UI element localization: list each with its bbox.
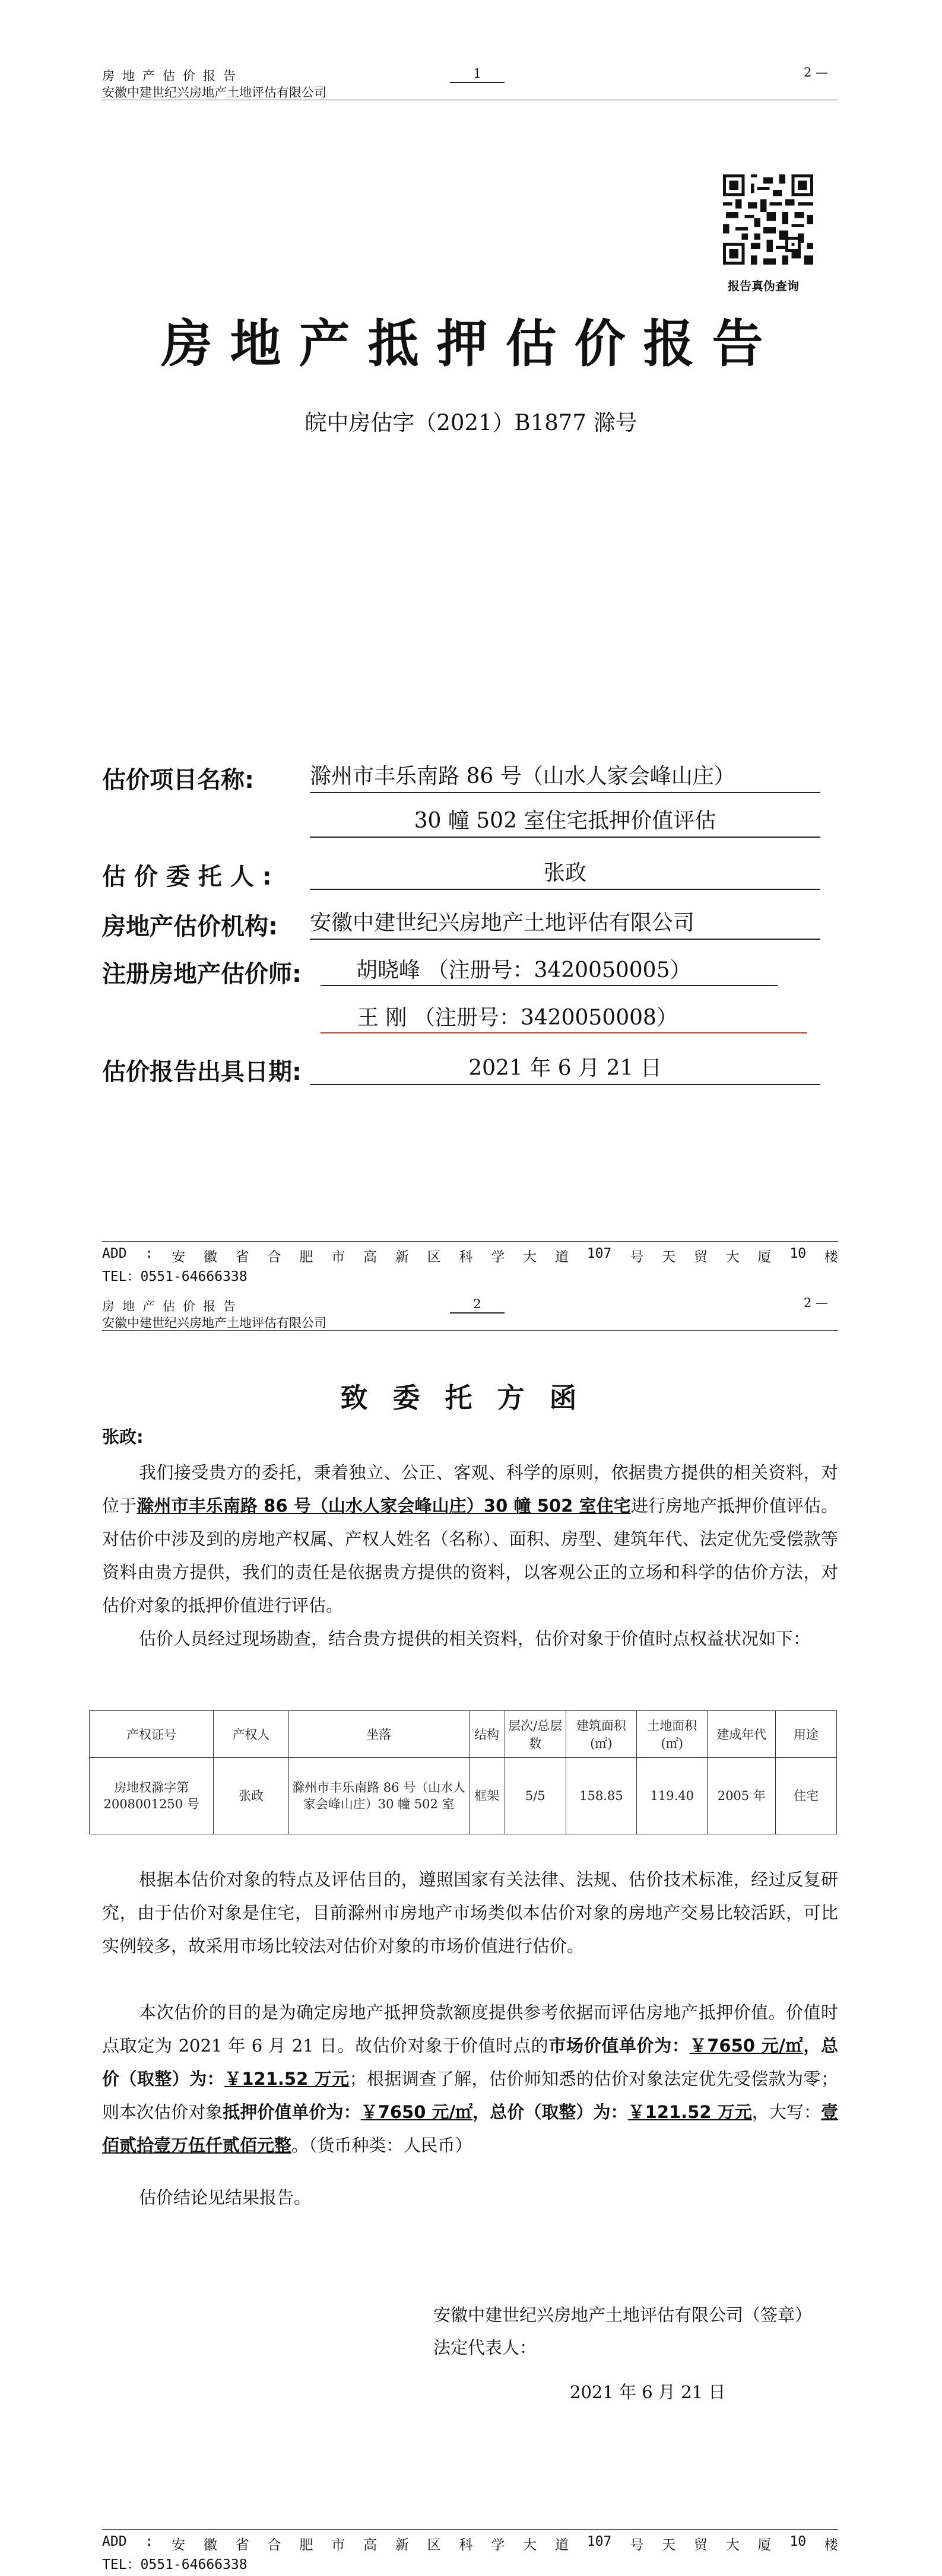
footer-address-char: 新 xyxy=(395,1249,409,1265)
p4-currency-note: 。（货币种类：人民币） xyxy=(291,2135,472,2155)
footer-address-char: 天 xyxy=(662,2537,676,2553)
p4-market-unit-price: ￥7650 元/㎡ xyxy=(689,2036,804,2056)
table-cell: 2005 年 xyxy=(708,1758,776,1834)
footer-address-char: 道 xyxy=(555,2537,569,2553)
appraiser-label: 注册房地产估价师: xyxy=(102,961,302,988)
valuation-org-name: 安徽中建世纪兴房地产土地评估有限公司 xyxy=(310,908,820,940)
footer-address-char: 合 xyxy=(267,1249,281,1265)
footer-address-char: 学 xyxy=(491,1249,505,1265)
project-name-label: 估价项目名称: xyxy=(102,767,254,794)
footer-address-char: 省 xyxy=(235,1249,249,1265)
footer-address-char: 贸 xyxy=(693,2537,708,2553)
footer-address-char: 科 xyxy=(459,2537,473,2553)
table-header-cell: 土地面积(㎡) xyxy=(637,1711,708,1758)
p4-text-f: ；根据调查了解，估价师知悉的估价对象法定优先受偿款为零；则本次估价对象 xyxy=(102,2069,838,2122)
footer-address-char: 徽 xyxy=(203,2537,217,2553)
footer-tel-2: TEL：0551-64666338 xyxy=(102,2557,248,2572)
footer-address-char: 肥 xyxy=(299,1249,313,1265)
table-cell: 119.40 xyxy=(637,1758,708,1834)
p1-text-c: 进行房地产抵押价值评估。对估价中涉及到的房地产权属、产权人姓名（名称）、面积、房型、建筑年代、法定优先受偿款等资料由贵方提供，我们的责任是依据贵方提供的资料，以客观公正的立场和科学的估价方法，对估价对象的抵押价值进行评估。 xyxy=(102,1496,838,1615)
footer-address-char: 大 xyxy=(725,2537,740,2553)
table-header-cell: 坐落 xyxy=(288,1711,469,1758)
letter-paragraph-2: 估价人员经过现场勘查，结合贵方提供的相关资料，估价对象于价值时点权益状况如下： xyxy=(139,1629,811,1649)
footer-address-char: ADD xyxy=(102,2534,127,2549)
footer-address-char: 厦 xyxy=(757,2537,772,2553)
page-number-2: 2 xyxy=(450,1296,505,1314)
table-cell: 张政 xyxy=(214,1758,288,1834)
report-date: 2021 年 6 月 21 日 xyxy=(310,1053,820,1085)
footer-divider xyxy=(102,1241,838,1242)
header-company-2: 安徽中建世纪兴房地产土地评估有限公司 xyxy=(102,1316,326,1330)
p4-mortgage-unit-label: 抵押价值单价为： xyxy=(223,2102,361,2122)
p4-market-unit-label: 市场价值单价为： xyxy=(548,2036,690,2056)
footer-address-char: 楼 xyxy=(824,2537,838,2553)
footer-address-char: 省 xyxy=(235,2537,249,2553)
letter-paragraph-4 xyxy=(102,1996,838,2162)
footer-address-char: 区 xyxy=(427,1249,441,1265)
footer-address-char: 贸 xyxy=(693,1249,708,1265)
header-divider-2 xyxy=(102,1330,838,1331)
p1-text-a: 我们接受贵方的委托，秉着独立、公正、客观、科学的原则，依据贵方提供的相关资料，对位于 xyxy=(102,1462,838,1516)
p4-market-total-price: ￥121.52 万元 xyxy=(224,2069,350,2089)
footer-address-char: 安 xyxy=(172,1249,186,1265)
footer-address-char: ADD xyxy=(102,1246,127,1261)
footer-address-char: 区 xyxy=(427,2537,441,2553)
header-title: 房地产估价报告 xyxy=(102,69,243,83)
header-title-2: 房地产估价报告 xyxy=(102,1299,243,1314)
footer-address-char: 号 xyxy=(630,1249,644,1265)
signature-date: 2021 年 6 月 21 日 xyxy=(570,2382,726,2402)
letter-title: 致委托方函 xyxy=(340,1382,602,1414)
table-header-cell: 结构 xyxy=(469,1711,505,1758)
footer-address-char: 107 xyxy=(586,2534,612,2549)
footer-address-char: 市 xyxy=(331,1249,345,1265)
appraiser-1: 胡晓峰 （注册号：3420050005） xyxy=(321,955,778,986)
footer-address-char: 道 xyxy=(555,1249,569,1265)
table-header-cell: 层次/总层数 xyxy=(505,1711,566,1758)
letter-paragraph-3: 根据本估价对象的特点及评估目的，遵照国家有关法律、法规、估价技术标准，经过反复研究，由于估价对象是住宅，目前滁州市房地产市场类似本估价对象的房地产交易比较活跃，可比实例较多，故采用市场比较法对估价对象的市场价值进行估价。 xyxy=(102,1869,838,1956)
footer-address-char: 天 xyxy=(662,1249,676,1265)
signature-legal-rep: 法定代表人： xyxy=(433,2338,537,2358)
table-header-cell: 用途 xyxy=(776,1711,837,1758)
table-header-cell: 建筑面积(㎡) xyxy=(566,1711,636,1758)
qr-caption: 报告真伪查询 xyxy=(728,279,799,293)
footer-address-char: 号 xyxy=(630,2537,644,2553)
footer-address-char: 合 xyxy=(267,2537,281,2553)
footer-address xyxy=(102,1246,838,1265)
report-document-number: 皖中房估字（2021）B1877 滁号 xyxy=(305,410,637,435)
project-name-line2: 30 幢 502 室住宅抵押价值评估 xyxy=(310,806,820,838)
p4-mortgage-unit-price: ￥7650 元/㎡ xyxy=(360,2102,473,2122)
report-date-label: 估价报告出具日期: xyxy=(102,1058,302,1086)
table-cell: 房地权滁字第 2008001250 号 xyxy=(90,1758,214,1834)
footer-address-char: 大 xyxy=(523,1249,537,1265)
appraiser-2: 王 刚 （注册号：3420050008） xyxy=(321,1003,807,1033)
p4-text-k: ，大写： xyxy=(751,2102,821,2122)
header-right-mark-2: 2 — xyxy=(804,1296,829,1310)
letter-paragraph-5: 估价结论见结果报告。 xyxy=(139,2187,312,2208)
footer-address-char: 107 xyxy=(586,1246,612,1261)
footer-address-char: 大 xyxy=(523,2537,537,2553)
footer-address-char: : xyxy=(145,1246,154,1261)
page-number: 1 xyxy=(450,65,505,83)
report-title: 房地产抵押估价报告 xyxy=(161,314,781,374)
footer-address-char: 学 xyxy=(491,2537,505,2553)
footer-address-char: 新 xyxy=(395,2537,409,2553)
table-cell: 158.85 xyxy=(566,1758,636,1834)
letter-salutation: 张政: xyxy=(102,1427,144,1447)
footer-address-char: 肥 xyxy=(299,2537,313,2553)
footer-address-char: 市 xyxy=(331,2537,345,2553)
client-label: 估 价 委 托 人 : xyxy=(102,863,272,891)
table-header-cell: 产权证号 xyxy=(90,1711,214,1758)
table-header-cell: 产权人 xyxy=(214,1711,288,1758)
footer-address-char: 10 xyxy=(789,2534,807,2549)
valuation-org-label: 房地产估价机构: xyxy=(102,913,278,940)
table-row xyxy=(90,1758,837,1834)
header-company: 安徽中建世纪兴房地产土地评估有限公司 xyxy=(102,85,326,100)
p4-amount-in-words: 壹佰贰拾壹万伍仟贰佰元整 xyxy=(102,2102,838,2155)
p4-market-total-label: ，总价（取整）为： xyxy=(102,2036,838,2089)
footer-address-char: 高 xyxy=(363,1249,378,1265)
footer-address-char: 厦 xyxy=(757,1249,772,1265)
footer-address-char: 科 xyxy=(459,1249,473,1265)
qr-code-icon[interactable] xyxy=(723,174,813,265)
footer-tel: TEL：0551-64666338 xyxy=(102,1269,248,1284)
client-name: 张政 xyxy=(310,858,820,890)
letter-paragraph-1 xyxy=(102,1456,838,1622)
footer-address-char: 安 xyxy=(172,2537,186,2553)
footer-address-2 xyxy=(102,2534,838,2553)
table-header-cell: 建成年代 xyxy=(708,1711,776,1758)
p4-mortgage-total-label: ，总价（取整）为： xyxy=(472,2102,628,2122)
table-header-row xyxy=(90,1711,837,1758)
table-cell: 框架 xyxy=(469,1758,505,1834)
p4-mortgage-total-price: ￥121.52 万元 xyxy=(627,2102,752,2122)
p1-property-address: 滁州市丰乐南路 86 号（山水人家会峰山庄）30 幢 502 室住宅 xyxy=(137,1496,631,1516)
signature-company: 安徽中建世纪兴房地产土地评估有限公司（签章） xyxy=(433,2305,813,2325)
project-name-line1: 滁州市丰乐南路 86 号（山水人家会峰山庄） xyxy=(310,761,820,793)
table-cell: 滁州市丰乐南路 86 号（山水人家会峰山庄）30 幢 502 室 xyxy=(288,1758,469,1834)
property-table xyxy=(89,1710,837,1834)
header-right-mark: 2 — xyxy=(804,65,829,79)
footer-address-char: 10 xyxy=(789,1246,807,1261)
footer-address-char: : xyxy=(145,2534,154,2549)
table-cell: 住宅 xyxy=(776,1758,837,1834)
footer-divider-2 xyxy=(102,2529,838,2530)
footer-address-char: 楼 xyxy=(824,1249,838,1265)
footer-address-char: 徽 xyxy=(203,1249,217,1265)
footer-address-char: 大 xyxy=(725,1249,740,1265)
table-cell: 5/5 xyxy=(505,1758,566,1834)
footer-address-char: 高 xyxy=(363,2537,378,2553)
p4-text-a: 本次估价的目的是为确定房地产抵押贷款额度提供参考依据而评估房地产抵押价值。价值时点取定为 2021 年 6 月 21 日。故估价对象于价值时点的 xyxy=(102,2002,838,2056)
